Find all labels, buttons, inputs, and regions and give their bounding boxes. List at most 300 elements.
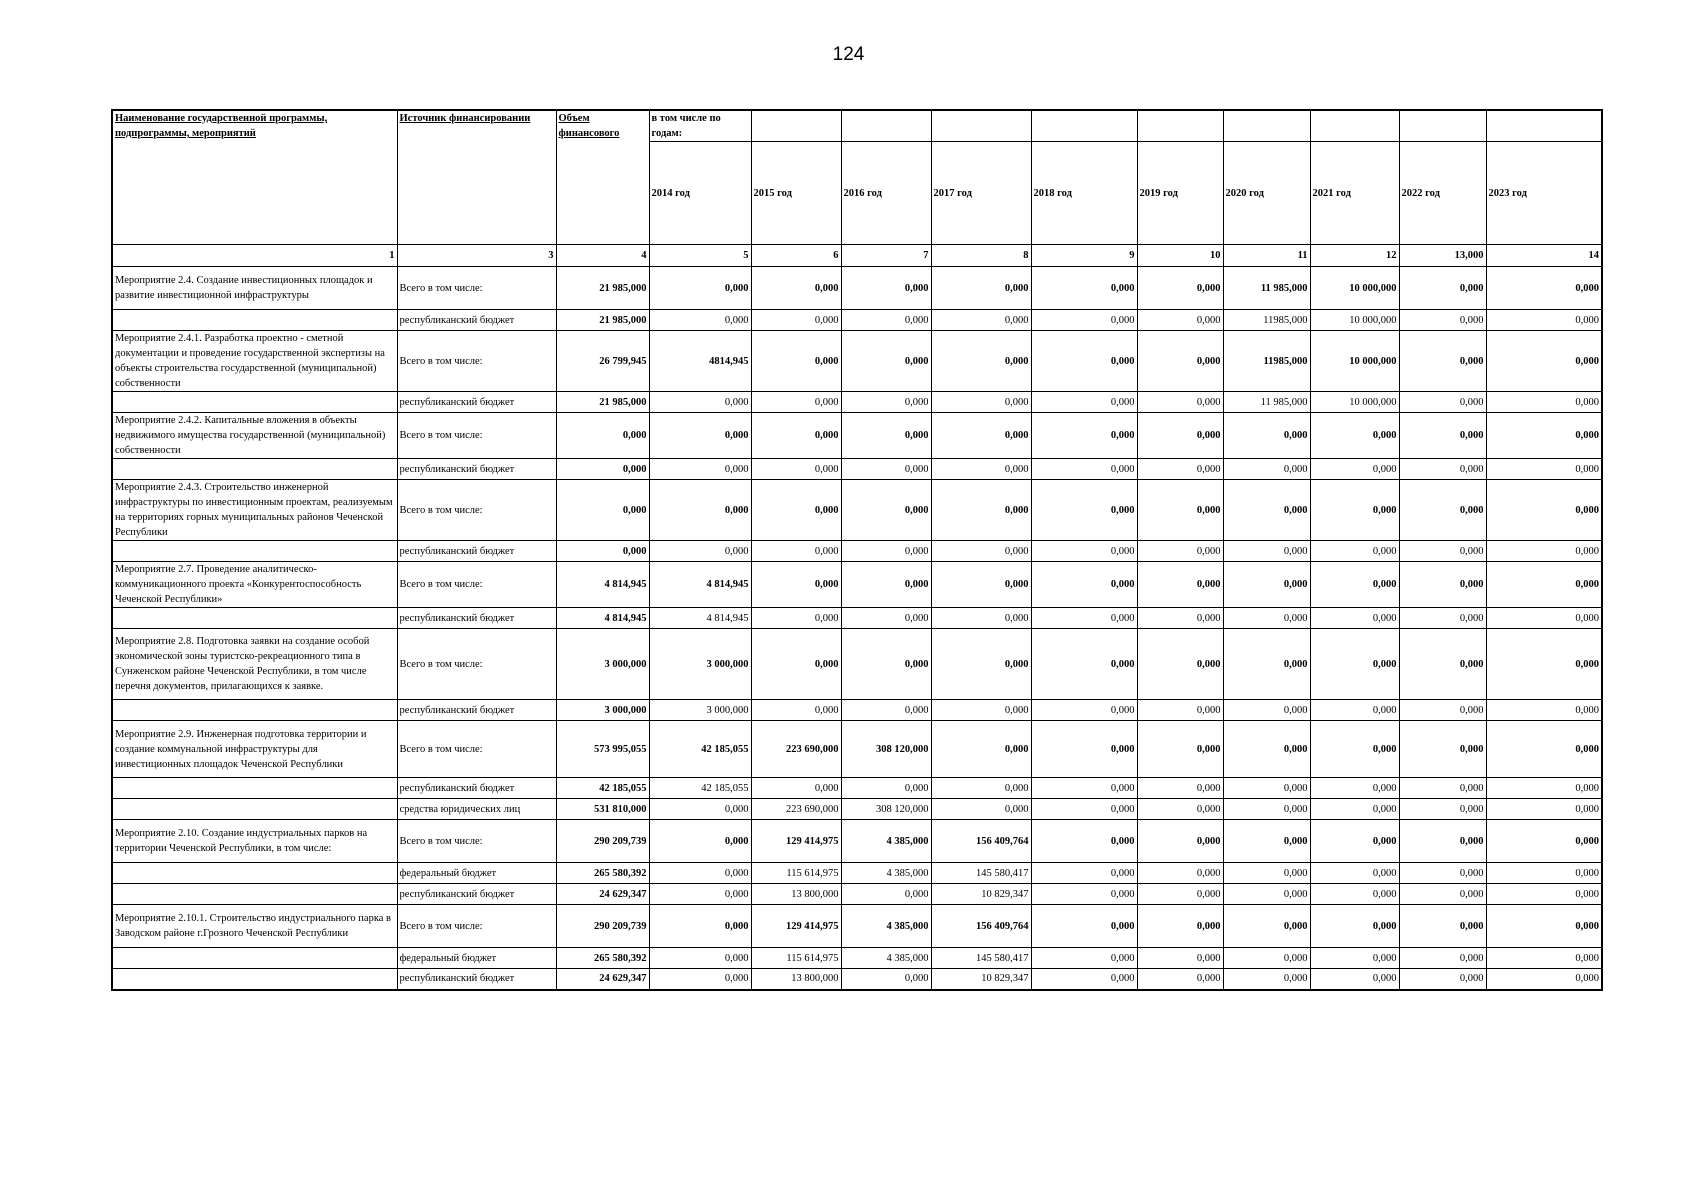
year-value-2016: 0,000 <box>841 541 931 562</box>
year-value-2022: 0,000 <box>1399 608 1486 629</box>
funding-source: Всего в том числе: <box>397 331 556 392</box>
year-value-2019: 0,000 <box>1137 541 1223 562</box>
year-value-2017: 0,000 <box>931 331 1031 392</box>
year-value-2015: 0,000 <box>751 331 841 392</box>
year-value-2019: 0,000 <box>1137 969 1223 990</box>
year-value-2014: 0,000 <box>649 799 751 820</box>
year-value-2023: 0,000 <box>1486 480 1602 541</box>
funding-source: Всего в том числе: <box>397 721 556 778</box>
column-number: 1 <box>112 245 397 267</box>
year-value-2016: 0,000 <box>841 608 931 629</box>
year-header-2015: 2015 год <box>751 142 841 245</box>
year-value-2022: 0,000 <box>1399 884 1486 905</box>
year-value-2023: 0,000 <box>1486 541 1602 562</box>
activity-name: Мероприятие 2.4. Создание инвестиционных площадок и развитие инвестиционной инфраструктуры <box>112 267 397 310</box>
year-value-2017: 0,000 <box>931 267 1031 310</box>
year-value-2015: 115 614,975 <box>751 948 841 969</box>
year-value-2017: 0,000 <box>931 562 1031 608</box>
year-value-2019: 0,000 <box>1137 948 1223 969</box>
header-source: Источник финансировании <box>397 110 556 245</box>
year-value-2014: 0,000 <box>649 480 751 541</box>
year-value-2018: 0,000 <box>1031 948 1137 969</box>
year-value-2018: 0,000 <box>1031 459 1137 480</box>
year-value-2016: 4 385,000 <box>841 820 931 863</box>
year-value-2018: 0,000 <box>1031 778 1137 799</box>
group-sub-row <box>112 608 1602 629</box>
year-value-2020: 11 985,000 <box>1223 392 1310 413</box>
financing-volume: 265 580,392 <box>556 948 649 969</box>
year-value-2017: 0,000 <box>931 700 1031 721</box>
year-value-2018: 0,000 <box>1031 392 1137 413</box>
year-value-2021: 0,000 <box>1310 459 1399 480</box>
year-value-2015: 0,000 <box>751 267 841 310</box>
year-value-2022: 0,000 <box>1399 721 1486 778</box>
year-value-2019: 0,000 <box>1137 267 1223 310</box>
year-value-2015: 0,000 <box>751 562 841 608</box>
financing-volume: 573 995,055 <box>556 721 649 778</box>
year-value-2018: 0,000 <box>1031 267 1137 310</box>
column-number: 6 <box>751 245 841 267</box>
year-value-2021: 0,000 <box>1310 884 1399 905</box>
activity-name: Мероприятие 2.9. Инженерная подготовка территории и создание коммунальной инфраструктуры для инвестиционных площадок Чеченской Республики <box>112 721 397 778</box>
year-value-2022: 0,000 <box>1399 310 1486 331</box>
year-value-2023: 0,000 <box>1486 799 1602 820</box>
financing-volume: 21 985,000 <box>556 267 649 310</box>
year-value-2016: 0,000 <box>841 413 931 459</box>
financing-volume: 24 629,347 <box>556 969 649 990</box>
year-value-2016: 0,000 <box>841 884 931 905</box>
header-empty <box>1486 110 1602 142</box>
year-value-2014: 4814,945 <box>649 331 751 392</box>
activity-name-empty <box>112 608 397 629</box>
year-value-2019: 0,000 <box>1137 905 1223 948</box>
group-total-row <box>112 905 1602 948</box>
year-value-2019: 0,000 <box>1137 459 1223 480</box>
column-number: 7 <box>841 245 931 267</box>
funding-source: республиканский бюджет <box>397 700 556 721</box>
year-value-2014: 0,000 <box>649 459 751 480</box>
activity-name: Мероприятие 2.4.1. Разработка проектно - сметной документации и проведение государственной экспертизы на объекты строительства государственной (муниципальной) собственности <box>112 331 397 392</box>
year-value-2014: 0,000 <box>649 884 751 905</box>
year-value-2015: 0,000 <box>751 629 841 700</box>
year-value-2022: 0,000 <box>1399 948 1486 969</box>
group-sub-row <box>112 863 1602 884</box>
year-value-2017: 0,000 <box>931 799 1031 820</box>
year-value-2021: 0,000 <box>1310 480 1399 541</box>
financing-volume: 21 985,000 <box>556 392 649 413</box>
year-value-2019: 0,000 <box>1137 331 1223 392</box>
year-value-2016: 0,000 <box>841 969 931 990</box>
year-value-2017: 10 829,347 <box>931 884 1031 905</box>
year-value-2021: 0,000 <box>1310 700 1399 721</box>
header-empty <box>1223 110 1310 142</box>
activity-name: Мероприятие 2.8. Подготовка заявки на создание особой экономической зоны туристско-рекреационного типа в Сунженском районе Чеченской Республики, в том числе перечня документов, прилагающихся к заявке. <box>112 629 397 700</box>
group-sub-row <box>112 778 1602 799</box>
activity-name-empty <box>112 863 397 884</box>
year-value-2018: 0,000 <box>1031 310 1137 331</box>
year-value-2023: 0,000 <box>1486 331 1602 392</box>
year-value-2021: 0,000 <box>1310 969 1399 990</box>
year-value-2015: 129 414,975 <box>751 905 841 948</box>
year-value-2022: 0,000 <box>1399 331 1486 392</box>
header-empty <box>1310 110 1399 142</box>
header-row <box>112 110 1602 142</box>
year-value-2023: 0,000 <box>1486 267 1602 310</box>
year-value-2015: 13 800,000 <box>751 884 841 905</box>
header-empty <box>841 110 931 142</box>
funding-source: средства юридических лиц <box>397 799 556 820</box>
header-incl: в том числе по годам: <box>649 110 751 142</box>
financing-volume: 4 814,945 <box>556 562 649 608</box>
year-value-2022: 0,000 <box>1399 969 1486 990</box>
year-value-2020: 0,000 <box>1223 629 1310 700</box>
year-value-2021: 0,000 <box>1310 541 1399 562</box>
funding-source: федеральный бюджет <box>397 863 556 884</box>
year-value-2023: 0,000 <box>1486 905 1602 948</box>
year-value-2020: 0,000 <box>1223 562 1310 608</box>
year-value-2020: 11 985,000 <box>1223 267 1310 310</box>
year-value-2023: 0,000 <box>1486 948 1602 969</box>
year-value-2019: 0,000 <box>1137 629 1223 700</box>
year-value-2017: 145 580,417 <box>931 863 1031 884</box>
year-value-2016: 0,000 <box>841 700 931 721</box>
year-value-2020: 0,000 <box>1223 884 1310 905</box>
year-value-2018: 0,000 <box>1031 413 1137 459</box>
year-value-2022: 0,000 <box>1399 905 1486 948</box>
funding-source: республиканский бюджет <box>397 310 556 331</box>
activity-name: Мероприятие 2.10.1. Строительство индустриального парка в Заводском районе г.Грозного Чеченской Республики <box>112 905 397 948</box>
financing-volume: 3 000,000 <box>556 700 649 721</box>
page-number: 124 <box>832 44 865 65</box>
funding-source: федеральный бюджет <box>397 948 556 969</box>
year-value-2020: 0,000 <box>1223 700 1310 721</box>
financing-volume: 265 580,392 <box>556 863 649 884</box>
year-value-2014: 0,000 <box>649 969 751 990</box>
year-value-2017: 0,000 <box>931 459 1031 480</box>
year-value-2020: 0,000 <box>1223 905 1310 948</box>
year-value-2021: 0,000 <box>1310 820 1399 863</box>
year-value-2019: 0,000 <box>1137 863 1223 884</box>
year-value-2015: 0,000 <box>751 541 841 562</box>
year-value-2021: 10 000,000 <box>1310 310 1399 331</box>
activity-name: Мероприятие 2.7. Проведение аналитическо-коммуникационного проекта «Конкурентоспособность Чеченской Республики» <box>112 562 397 608</box>
column-number: 5 <box>649 245 751 267</box>
year-value-2023: 0,000 <box>1486 820 1602 863</box>
year-header-2018: 2018 год <box>1031 142 1137 245</box>
year-header-2014: 2014 год <box>649 142 751 245</box>
year-value-2020: 0,000 <box>1223 863 1310 884</box>
year-value-2019: 0,000 <box>1137 721 1223 778</box>
column-number: 12 <box>1310 245 1399 267</box>
group-total-row <box>112 413 1602 459</box>
year-header-2017: 2017 год <box>931 142 1031 245</box>
year-value-2018: 0,000 <box>1031 562 1137 608</box>
year-value-2018: 0,000 <box>1031 541 1137 562</box>
funding-source: Всего в том числе: <box>397 562 556 608</box>
column-number: 13,000 <box>1399 245 1486 267</box>
activity-name-empty <box>112 459 397 480</box>
header-empty <box>1137 110 1223 142</box>
year-value-2018: 0,000 <box>1031 863 1137 884</box>
funding-source: Всего в том числе: <box>397 267 556 310</box>
year-value-2021: 0,000 <box>1310 608 1399 629</box>
group-total-row <box>112 331 1602 392</box>
year-value-2016: 0,000 <box>841 392 931 413</box>
year-value-2018: 0,000 <box>1031 331 1137 392</box>
year-value-2019: 0,000 <box>1137 700 1223 721</box>
year-value-2017: 145 580,417 <box>931 948 1031 969</box>
year-value-2022: 0,000 <box>1399 778 1486 799</box>
year-value-2018: 0,000 <box>1031 629 1137 700</box>
year-value-2018: 0,000 <box>1031 480 1137 541</box>
year-value-2015: 0,000 <box>751 392 841 413</box>
year-value-2017: 0,000 <box>931 778 1031 799</box>
year-value-2015: 0,000 <box>751 310 841 331</box>
year-value-2017: 10 829,347 <box>931 969 1031 990</box>
financing-volume: 24 629,347 <box>556 884 649 905</box>
year-header-2016: 2016 год <box>841 142 931 245</box>
year-value-2014: 3 000,000 <box>649 629 751 700</box>
funding-source: Всего в том числе: <box>397 905 556 948</box>
funding-source: Всего в том числе: <box>397 480 556 541</box>
year-value-2017: 156 409,764 <box>931 820 1031 863</box>
year-value-2017: 0,000 <box>931 608 1031 629</box>
year-value-2015: 13 800,000 <box>751 969 841 990</box>
group-sub-row <box>112 884 1602 905</box>
year-value-2021: 0,000 <box>1310 721 1399 778</box>
year-value-2016: 0,000 <box>841 310 931 331</box>
year-value-2015: 223 690,000 <box>751 799 841 820</box>
funding-source: республиканский бюджет <box>397 541 556 562</box>
year-value-2019: 0,000 <box>1137 608 1223 629</box>
year-value-2014: 0,000 <box>649 863 751 884</box>
activity-name-empty <box>112 969 397 990</box>
year-value-2019: 0,000 <box>1137 778 1223 799</box>
financing-volume: 290 209,739 <box>556 905 649 948</box>
year-value-2014: 42 185,055 <box>649 778 751 799</box>
year-value-2022: 0,000 <box>1399 392 1486 413</box>
year-value-2018: 0,000 <box>1031 721 1137 778</box>
year-value-2020: 0,000 <box>1223 541 1310 562</box>
year-value-2014: 0,000 <box>649 267 751 310</box>
year-value-2016: 4 385,000 <box>841 863 931 884</box>
year-header-2020: 2020 год <box>1223 142 1310 245</box>
year-value-2014: 4 814,945 <box>649 562 751 608</box>
year-value-2019: 0,000 <box>1137 413 1223 459</box>
year-value-2021: 10 000,000 <box>1310 392 1399 413</box>
year-value-2023: 0,000 <box>1486 778 1602 799</box>
year-value-2022: 0,000 <box>1399 629 1486 700</box>
group-sub-row <box>112 700 1602 721</box>
year-value-2020: 0,000 <box>1223 799 1310 820</box>
year-header-2023: 2023 год <box>1486 142 1602 245</box>
year-value-2023: 0,000 <box>1486 413 1602 459</box>
column-number: 4 <box>556 245 649 267</box>
group-sub-row <box>112 799 1602 820</box>
year-value-2016: 0,000 <box>841 459 931 480</box>
financing-volume: 26 799,945 <box>556 331 649 392</box>
year-value-2021: 0,000 <box>1310 778 1399 799</box>
column-number: 9 <box>1031 245 1137 267</box>
year-value-2016: 0,000 <box>841 267 931 310</box>
year-value-2020: 0,000 <box>1223 948 1310 969</box>
year-value-2015: 0,000 <box>751 413 841 459</box>
year-value-2019: 0,000 <box>1137 820 1223 863</box>
year-value-2022: 0,000 <box>1399 863 1486 884</box>
year-value-2018: 0,000 <box>1031 969 1137 990</box>
group-sub-row <box>112 948 1602 969</box>
year-value-2021: 10 000,000 <box>1310 267 1399 310</box>
column-number: 11 <box>1223 245 1310 267</box>
group-sub-row <box>112 541 1602 562</box>
financing-volume: 0,000 <box>556 541 649 562</box>
activity-name-empty <box>112 799 397 820</box>
activity-name-empty <box>112 392 397 413</box>
year-value-2016: 0,000 <box>841 778 931 799</box>
year-value-2020: 0,000 <box>1223 721 1310 778</box>
group-sub-row <box>112 459 1602 480</box>
year-value-2022: 0,000 <box>1399 562 1486 608</box>
column-number: 8 <box>931 245 1031 267</box>
header-empty <box>1399 110 1486 142</box>
group-total-row <box>112 267 1602 310</box>
year-value-2014: 0,000 <box>649 948 751 969</box>
column-number: 10 <box>1137 245 1223 267</box>
year-value-2014: 0,000 <box>649 413 751 459</box>
group-sub-row <box>112 969 1602 990</box>
year-value-2020: 11985,000 <box>1223 331 1310 392</box>
funding-source: республиканский бюджет <box>397 459 556 480</box>
year-value-2022: 0,000 <box>1399 799 1486 820</box>
year-value-2021: 0,000 <box>1310 562 1399 608</box>
year-value-2015: 0,000 <box>751 778 841 799</box>
year-value-2022: 0,000 <box>1399 820 1486 863</box>
activity-name-empty <box>112 700 397 721</box>
year-value-2021: 0,000 <box>1310 863 1399 884</box>
funding-source: Всего в том числе: <box>397 629 556 700</box>
year-value-2017: 0,000 <box>931 541 1031 562</box>
year-value-2020: 0,000 <box>1223 820 1310 863</box>
year-value-2021: 0,000 <box>1310 905 1399 948</box>
year-value-2023: 0,000 <box>1486 863 1602 884</box>
year-value-2018: 0,000 <box>1031 884 1137 905</box>
year-value-2020: 0,000 <box>1223 480 1310 541</box>
group-total-row <box>112 562 1602 608</box>
financing-volume: 42 185,055 <box>556 778 649 799</box>
year-value-2023: 0,000 <box>1486 721 1602 778</box>
budget-table <box>111 109 1603 991</box>
financing-volume: 0,000 <box>556 480 649 541</box>
year-value-2022: 0,000 <box>1399 413 1486 459</box>
funding-source: республиканский бюджет <box>397 884 556 905</box>
financing-volume: 0,000 <box>556 413 649 459</box>
year-value-2023: 0,000 <box>1486 969 1602 990</box>
year-value-2015: 0,000 <box>751 459 841 480</box>
funding-source: республиканский бюджет <box>397 778 556 799</box>
year-value-2016: 4 385,000 <box>841 905 931 948</box>
financing-volume: 290 209,739 <box>556 820 649 863</box>
activity-name-empty <box>112 310 397 331</box>
year-value-2014: 4 814,945 <box>649 608 751 629</box>
group-sub-row <box>112 310 1602 331</box>
year-value-2021: 0,000 <box>1310 629 1399 700</box>
year-value-2017: 0,000 <box>931 310 1031 331</box>
financing-volume: 531 810,000 <box>556 799 649 820</box>
year-value-2015: 129 414,975 <box>751 820 841 863</box>
year-value-2018: 0,000 <box>1031 820 1137 863</box>
year-value-2022: 0,000 <box>1399 700 1486 721</box>
year-value-2022: 0,000 <box>1399 459 1486 480</box>
year-value-2014: 42 185,055 <box>649 721 751 778</box>
year-value-2016: 308 120,000 <box>841 799 931 820</box>
year-value-2023: 0,000 <box>1486 562 1602 608</box>
financing-volume: 3 000,000 <box>556 629 649 700</box>
header-empty <box>931 110 1031 142</box>
year-value-2018: 0,000 <box>1031 700 1137 721</box>
activity-name: Мероприятие 2.10. Создание индустриальных парков на территории Чеченской Республики, в том числе: <box>112 820 397 863</box>
year-value-2019: 0,000 <box>1137 799 1223 820</box>
group-total-row <box>112 480 1602 541</box>
year-value-2023: 0,000 <box>1486 629 1602 700</box>
year-value-2021: 0,000 <box>1310 799 1399 820</box>
year-value-2019: 0,000 <box>1137 562 1223 608</box>
year-value-2015: 0,000 <box>751 480 841 541</box>
year-value-2018: 0,000 <box>1031 905 1137 948</box>
year-value-2018: 0,000 <box>1031 799 1137 820</box>
year-value-2016: 4 385,000 <box>841 948 931 969</box>
activity-name-empty <box>112 948 397 969</box>
year-value-2017: 0,000 <box>931 629 1031 700</box>
year-value-2019: 0,000 <box>1137 392 1223 413</box>
funding-source: республиканский бюджет <box>397 392 556 413</box>
year-value-2022: 0,000 <box>1399 541 1486 562</box>
financing-volume: 4 814,945 <box>556 608 649 629</box>
activity-name-empty <box>112 541 397 562</box>
year-value-2016: 0,000 <box>841 629 931 700</box>
year-value-2021: 10 000,000 <box>1310 331 1399 392</box>
year-value-2021: 0,000 <box>1310 413 1399 459</box>
year-value-2023: 0,000 <box>1486 884 1602 905</box>
year-value-2022: 0,000 <box>1399 267 1486 310</box>
year-value-2021: 0,000 <box>1310 948 1399 969</box>
year-value-2020: 0,000 <box>1223 778 1310 799</box>
year-value-2018: 0,000 <box>1031 608 1137 629</box>
group-total-row <box>112 721 1602 778</box>
year-value-2017: 156 409,764 <box>931 905 1031 948</box>
year-value-2020: 0,000 <box>1223 459 1310 480</box>
activity-name: Мероприятие 2.4.3. Строительство инженерной инфраструктуры по инвестиционным проектам, реализуемым на территориях горных муниципальных районов Чеченской Республики <box>112 480 397 541</box>
funding-source: республиканский бюджет <box>397 969 556 990</box>
year-value-2014: 0,000 <box>649 820 751 863</box>
year-value-2016: 0,000 <box>841 480 931 541</box>
year-value-2017: 0,000 <box>931 413 1031 459</box>
year-value-2016: 0,000 <box>841 562 931 608</box>
header-empty <box>751 110 841 142</box>
year-value-2014: 0,000 <box>649 392 751 413</box>
activity-name: Мероприятие 2.4.2. Капитальные вложения в объекты недвижимого имущества государственной (муниципальной) собственности <box>112 413 397 459</box>
year-value-2023: 0,000 <box>1486 608 1602 629</box>
header-volume: Объем финансового <box>556 110 649 245</box>
year-header-2022: 2022 год <box>1399 142 1486 245</box>
activity-name-empty <box>112 778 397 799</box>
group-total-row <box>112 820 1602 863</box>
year-value-2019: 0,000 <box>1137 480 1223 541</box>
group-sub-row <box>112 392 1602 413</box>
year-value-2015: 223 690,000 <box>751 721 841 778</box>
header-name: Наименование государственной программы, подпрограммы, мероприятий <box>112 110 397 245</box>
year-value-2023: 0,000 <box>1486 392 1602 413</box>
year-value-2015: 115 614,975 <box>751 863 841 884</box>
